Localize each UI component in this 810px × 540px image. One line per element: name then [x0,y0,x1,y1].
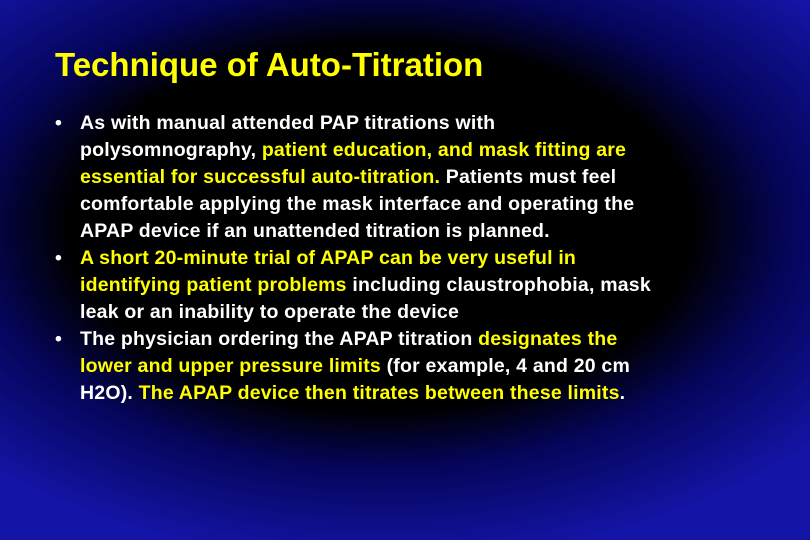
body-text: H2O). [80,382,134,404]
body-text: (for example, 4 and 20 cm [380,355,630,377]
bullet-line [80,326,800,353]
slide-title: Technique of Auto-Titration [55,46,484,83]
highlighted-text: A short 20-minute trial of APAP can be very useful in [80,247,577,269]
bullet-item [55,110,800,245]
body-text: . [619,382,626,404]
bullet-line [80,137,800,164]
highlighted-text: identifying patient problems [80,274,347,296]
body-text: comfortable applying the mask interface and operating the [80,193,635,215]
highlighted-text: designates the [478,328,618,350]
bullet-line [80,191,800,218]
bullet-dot: • [55,247,63,269]
bullet-list [55,110,800,407]
body-text: As with manual attended PAP titrations with [80,112,496,134]
bullet-line [80,353,800,380]
body-text: including claustrophobia, mask [346,274,651,296]
body-text: polysomnography, [80,139,262,161]
highlighted-text: lower and upper pressure limits [80,355,381,377]
body-text: The physician ordering the APAP titration [80,328,479,350]
bullet-item [55,326,800,407]
highlighted-text: The APAP device then titrates between these limits [133,382,620,404]
bullet-line [80,272,800,299]
bullet-dot: • [55,112,63,134]
bullet-line [80,218,800,245]
body-text: APAP device if an unattended titration is planned. [80,220,550,242]
body-text: leak or an inability to operate the device [80,301,460,323]
highlighted-text: patient education, and mask fitting are [261,139,627,161]
bullet-line [80,380,800,407]
bullet-line [80,245,800,272]
bullet-line [80,164,800,191]
bullet-dot: • [55,328,63,350]
bullet-line [80,110,800,137]
highlighted-text: essential for successful auto-titration. [80,166,441,188]
bullet-line [80,299,800,326]
body-text: Patients must feel [440,166,617,188]
bullet-item [55,245,800,326]
